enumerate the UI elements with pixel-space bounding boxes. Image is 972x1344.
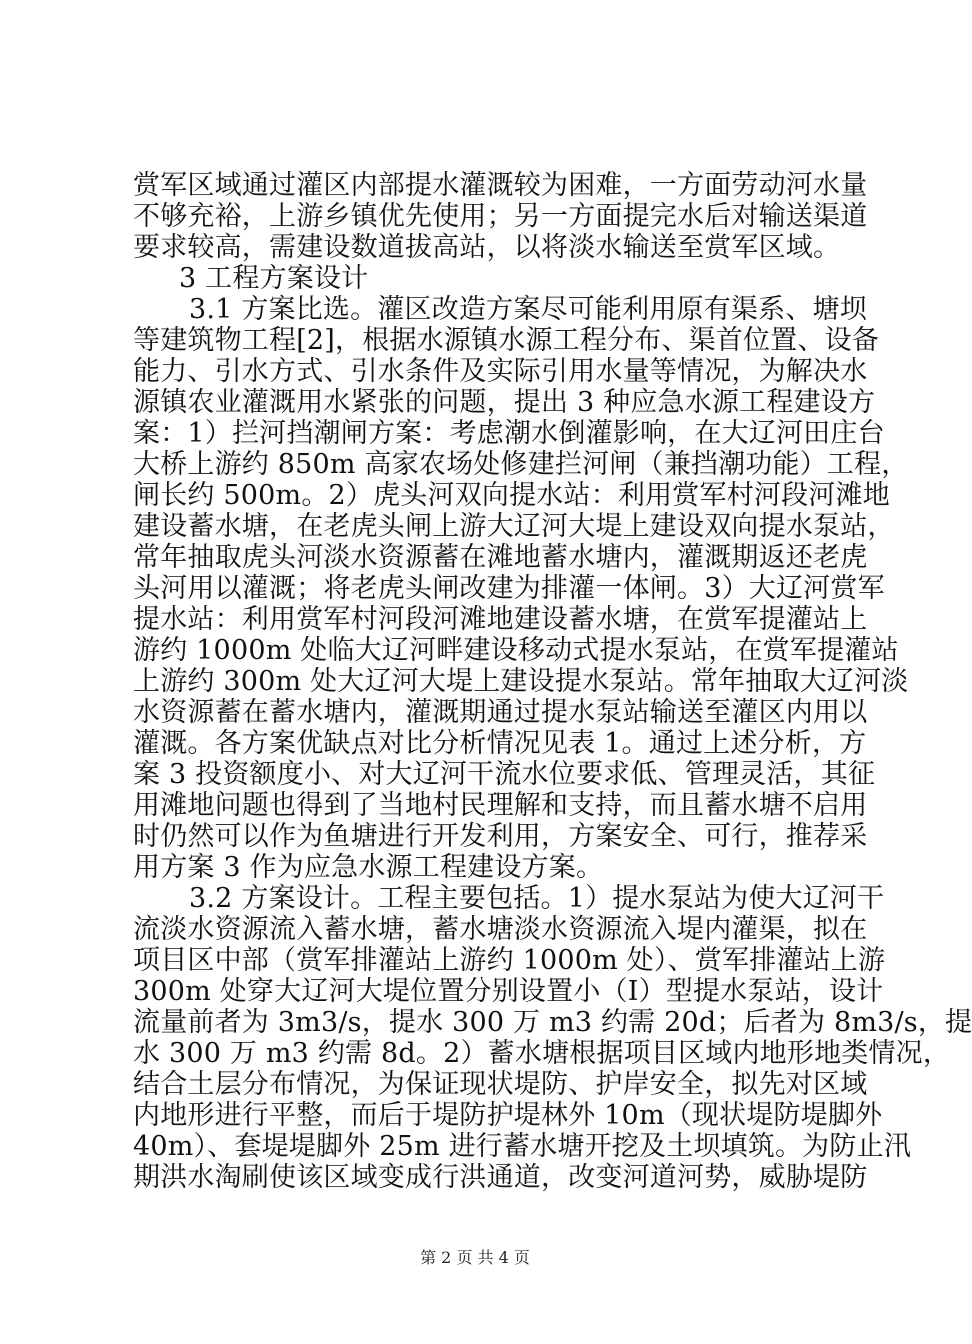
body-text-line: 300m 处穿大辽河大堤位置分别设置小（Ⅰ）型提水泵站，设计: [133, 976, 884, 1007]
body-text-line: 用滩地问题也得到了当地村民理解和支持，而且蓄水塘不启用: [133, 790, 868, 821]
body-text-line: 项目区中部（赏军排灌站上游约 1000m 处）、赏军排灌站上游: [133, 945, 886, 976]
document-body: [133, 170, 972, 1193]
subsection-paragraph-start: 3.1 方案比选。灌区改造方案尽可能利用原有渠系、塘坝: [189, 294, 867, 325]
page-number-footer: 第 2 页 共 4 页: [420, 1248, 530, 1267]
body-text-line: 流淡水资源流入蓄水塘，蓄水塘淡水资源流入堤内灌渠，拟在: [133, 914, 868, 945]
body-text-line: 结合土层分布情况，为保证现状堤防、护岸安全，拟先对区域: [133, 1069, 868, 1100]
section-heading: 3 工程方案设计: [179, 263, 369, 294]
body-text-line: 案 3 投资额度小、对大辽河干流水位要求低、管理灵活，其征: [133, 759, 876, 790]
body-text-line: 建设蓄水塘，在老虎头闸上游大辽河大堤上建设双向提水泵站，: [133, 511, 895, 542]
body-text-line: 用方案 3 作为应急水源工程建设方案。: [133, 852, 604, 883]
body-text-line: 水资源蓄在蓄水塘内，灌溉期通过提水泵站输送至灌区内用以: [133, 697, 868, 728]
body-text-line: 要求较高，需建设数道拔高站，以将淡水输送至赏军区域。: [133, 232, 841, 263]
body-text-line: 不够充裕，上游乡镇优先使用；另一方面提完水后对输送渠道: [133, 201, 868, 232]
body-text-line: 期洪水淘刷使该区域变成行洪通道，改变河道河势，威胁堤防: [133, 1162, 868, 1193]
body-text-line: 能力、引水方式、引水条件及实际引用水量等情况，为解决水: [133, 356, 868, 387]
body-text-line: 大桥上游约 850m 高家农场处修建拦河闸（兼挡潮功能）工程，: [133, 449, 909, 480]
body-text-line: 案：1）拦河挡潮闸方案：考虑潮水倒灌影响，在大辽河田庄台: [133, 418, 885, 449]
body-text-line: 源镇农业灌溉用水紧张的问题，提出 3 种应急水源工程建设方: [133, 387, 876, 418]
body-text-line: 常年抽取虎头河淡水资源蓄在滩地蓄水塘内，灌溉期返还老虎: [133, 542, 868, 573]
body-text-line: 内地形进行平整，而后于堤防护堤林外 10m（现状堤防堤脚外: [133, 1100, 883, 1131]
body-text-line: 头河用以灌溉；将老虎头闸改建为排灌一体闸。3）大辽河赏军: [133, 573, 885, 604]
body-text-line: 40m）、套堤堤脚外 25m 进行蓄水塘开挖及土坝填筑。为防止汛: [133, 1131, 911, 1162]
body-text-line: 水 300 万 m3 约需 8d。2）蓄水塘根据项目区域内地形地类情况，: [133, 1038, 951, 1069]
body-text-line: 提水站：利用赏军村河段河滩地建设蓄水塘，在赏军提灌站上: [133, 604, 868, 635]
body-text-line: 流量前者为 3m3/s，提水 300 万 m3 约需 20d；后者为 8m3/s，提: [133, 1007, 972, 1038]
body-text-line: 上游约 300m 处大辽河大堤上建设提水泵站。常年抽取大辽河淡: [133, 666, 909, 697]
body-text-line: 灌溉。各方案优缺点对比分析情况见表 1。通过上述分析，方: [133, 728, 867, 759]
body-text-line: 时仍然可以作为鱼塘进行开发利用，方案安全、可行，推荐采: [133, 821, 868, 852]
subsection-paragraph-start: 3.2 方案设计。工程主要包括。1）提水泵站为使大辽河干: [189, 883, 885, 914]
body-text-line: 等建筑物工程[2]，根据水源镇水源工程分布、渠首位置、设备: [133, 325, 880, 356]
body-text-line: 赏军区域通过灌区内部提水灌溉较为困难，一方面劳动河水量: [133, 170, 868, 201]
body-text-line: 游约 1000m 处临大辽河畔建设移动式提水泵站，在赏军提灌站: [133, 635, 899, 666]
body-text-line: 闸长约 500m。2）虎头河双向提水站：利用赏军村河段河滩地: [133, 480, 890, 511]
